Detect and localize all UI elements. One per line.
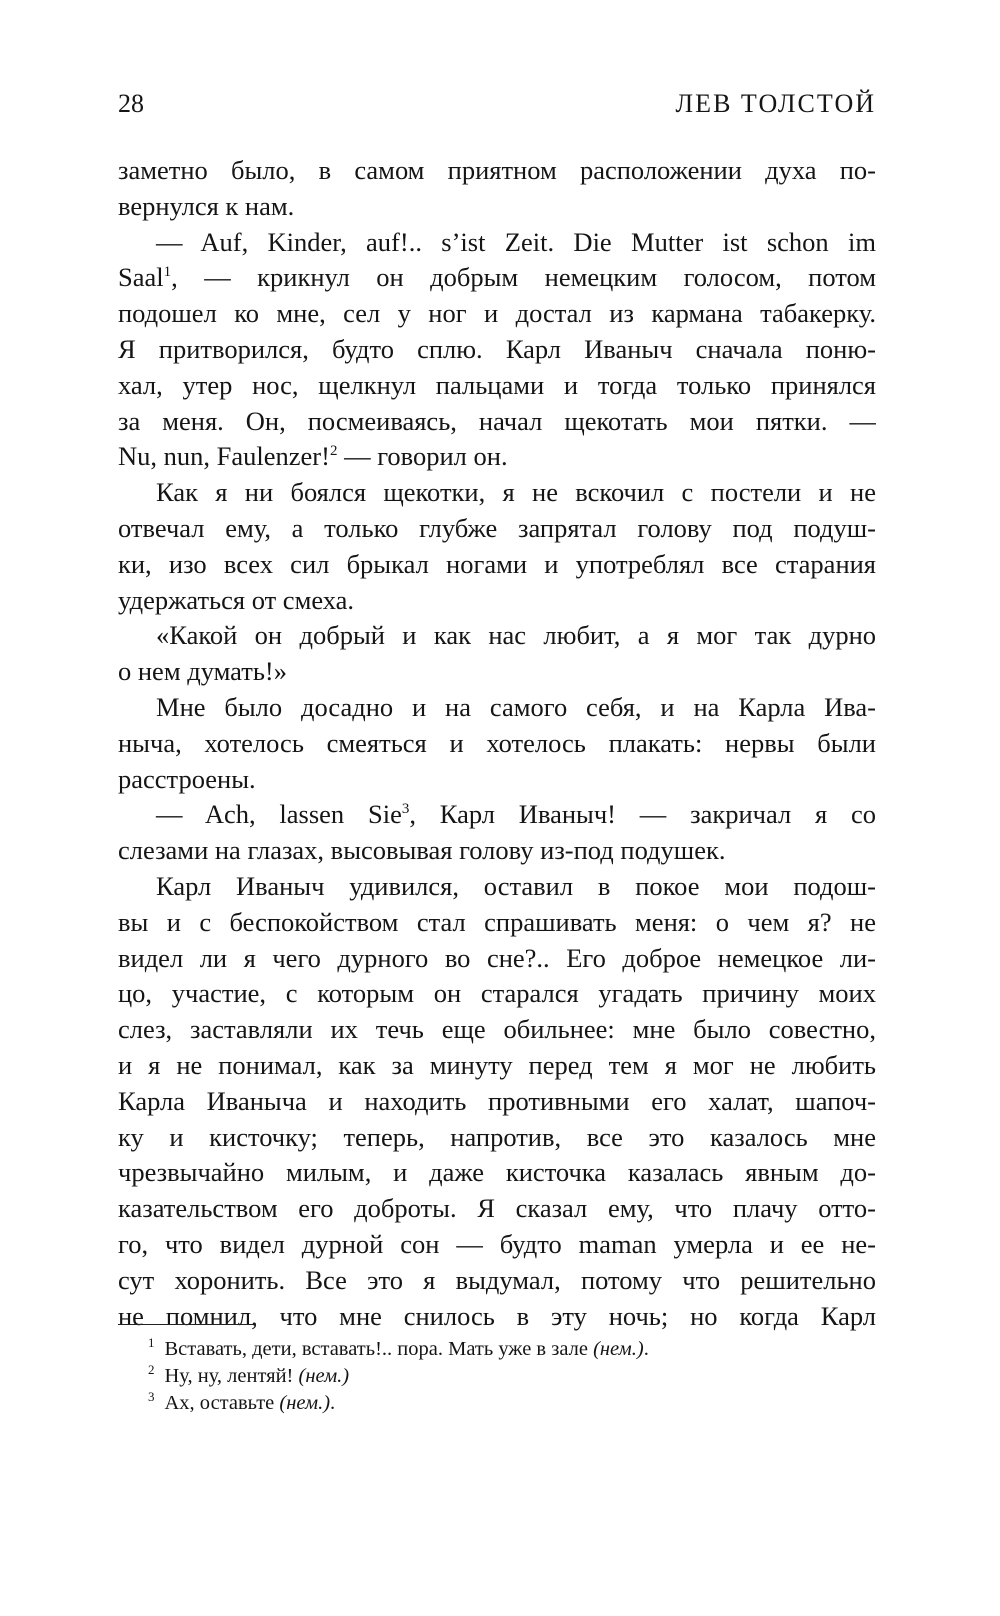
text-line: слезами на глазах, высовывая голову из-под подушек. — [118, 835, 726, 866]
text-line: и я не понимал, как за минуту перед тем я мог не любить — [118, 1049, 876, 1080]
text-line: Карла Иваныча и находить противными его халат, шапоч- — [118, 1085, 876, 1116]
footnote-1: $^1$ Вставать, дети, вставать!.. пора. Мать уже в зале (нем.). — [148, 1335, 649, 1360]
text-line: видел ли я чего дурного во сне?.. Его доброе немецкое ли- — [118, 942, 876, 973]
text-line: вы и с беспокойством стал спрашивать меня: о чем я? не — [118, 906, 876, 937]
text-line: — Ach, lassen Sie$^3$, Карл Иваныч! — закричал я со — [156, 799, 876, 830]
footnote-3: $^3$ Ах, оставьте (нем.). — [148, 1389, 336, 1414]
footnote-ref-1: 1 — [163, 264, 172, 281]
text-line: Карл Иваныч удивился, оставил в покое мои подош- — [156, 870, 876, 901]
footnotes — [148, 1336, 876, 1417]
page-number: 28 — [118, 89, 144, 118]
text-line: ку и кисточку; теперь, напротив, все это казалось мне — [118, 1121, 876, 1152]
text-line: хал, утер нос, щелкнул пальцами и тогда только принялся — [118, 369, 876, 400]
text-line: Saal$^1$, — крикнул он добрым немецким голосом, потом — [118, 262, 876, 293]
body-text — [118, 153, 876, 1334]
text-line: подошел ко мне, сел у ног и достал из кармана табакерку. — [118, 298, 876, 329]
text-line: вернулся к нам. — [118, 190, 295, 221]
footnote-text: Вставать, дети, вставать!.. пора. Мать уже в зале — [164, 1338, 594, 1360]
text-line: заметно было, в самом приятном расположении духа по- — [118, 155, 876, 185]
text-line: отвечал ему, а только глубже запрятал голову под подуш- — [118, 512, 876, 543]
text-line: удержаться от смеха. — [118, 584, 355, 615]
footnote-marker: 3 — [148, 1389, 155, 1404]
footnote-text: Ну, ну, лентяй! — [164, 1365, 299, 1387]
text-line: сут хоронить. Все это я выдумал, потому что решительно — [118, 1264, 876, 1295]
footnote-text: Ах, оставьте — [164, 1392, 280, 1414]
running-head — [118, 86, 876, 122]
text-line: не помнил, что мне снилось в эту ночь; но когда Карл — [118, 1300, 876, 1331]
text-line: Мне было досадно и на самого себя, и на Карла Ива- — [156, 691, 876, 722]
text-line: о нем думать!» — [118, 656, 288, 687]
footnote-marker: 1 — [148, 1335, 155, 1350]
footnote-language-note: (нем.) — [279, 1392, 331, 1414]
footnote-marker: 2 — [148, 1362, 155, 1377]
text-line: Я притворился, будто сплю. Карл Иваныч сначала поню- — [118, 333, 876, 364]
text-line: Как я ни боялся щекотки, я не вскочил с постели и не — [156, 477, 876, 508]
footnote-language-note: (нем.) — [298, 1365, 350, 1387]
text-line: ныча, хотелось смеяться и хотелось плакать: нервы были — [118, 727, 876, 758]
text-line: Nu, nun, Faulenzer!$^2$ — говорил он. — [118, 441, 508, 472]
text-line: казательством его доброты. Я сказал ему, что плачу отто- — [118, 1193, 876, 1224]
text-line: «Какой он добрый и как нас любит, а я мог так дурно — [156, 620, 876, 651]
footnote-divider — [118, 1324, 256, 1325]
text-line: чрезвычайно милым, и даже кисточка казалась явным до- — [118, 1157, 876, 1188]
footnote-2 — [148, 1363, 876, 1390]
text-line: ки, изо всех сил брыкал ногами и употреблял все старания — [118, 548, 876, 579]
text-line: слез, заставляли их течь еще обильнее: мне было совестно, — [118, 1014, 876, 1045]
footnote-language-note: (нем.) — [593, 1338, 644, 1360]
text-line: расстроены. — [118, 763, 256, 794]
running-head-author: ЛЕВ ТОЛСТОЙ — [675, 89, 876, 118]
footnote-ref-3: 3 — [401, 801, 410, 818]
text-line: го, что видел дурной сон — будто maman умерла и ее не- — [118, 1228, 876, 1259]
text-line: цо, участие, с которым он старался угадать причину моих — [118, 978, 876, 1009]
text-line: — Auf, Kinder, auf!.. s’ist Zeit. Die Mutter ist schon im — [156, 226, 876, 257]
text-line: за меня. Он, посмеиваясь, начал щекотать мои пятки. — — [118, 405, 876, 436]
footnote-ref-2: 2 — [329, 443, 338, 460]
